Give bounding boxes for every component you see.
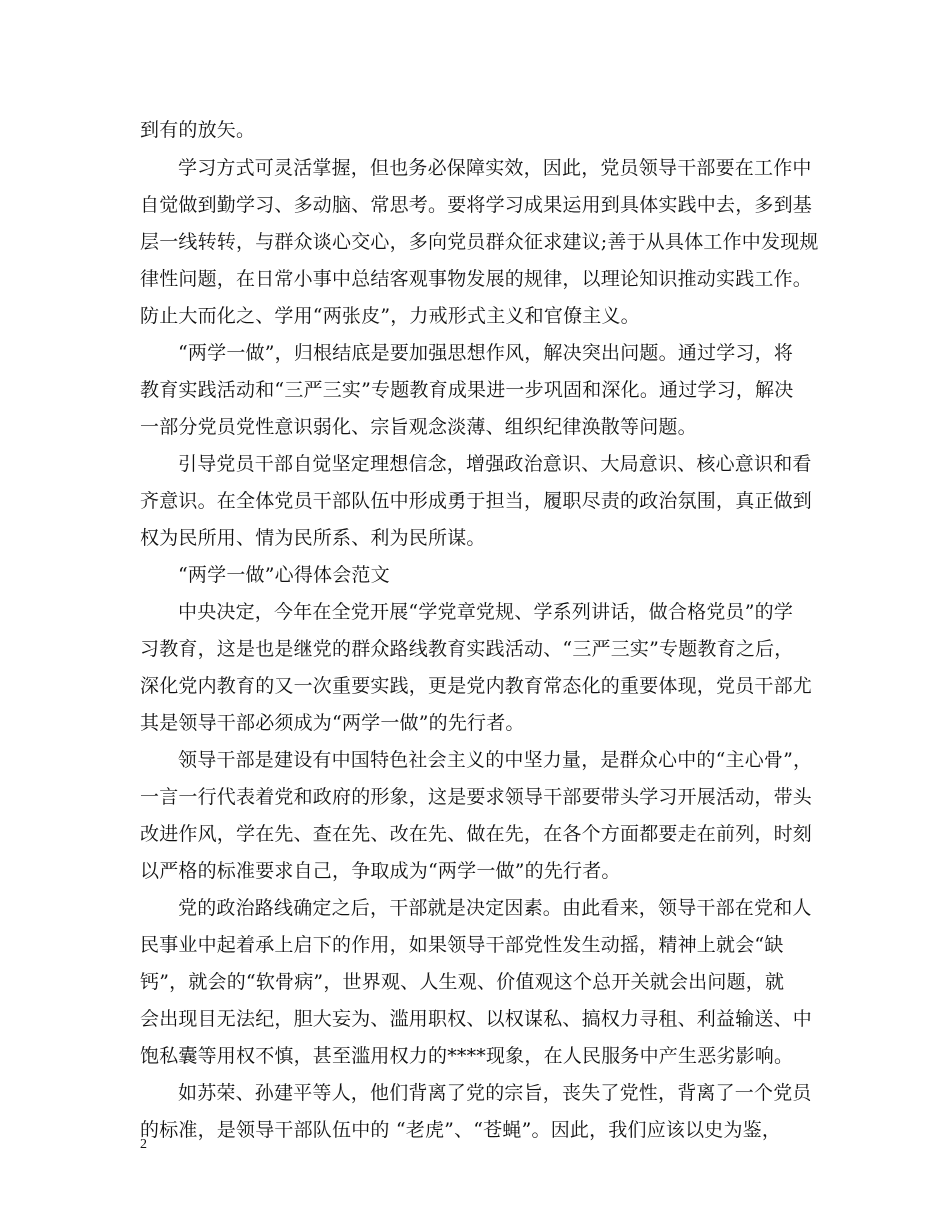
text-line: 饱私囊等用权不慎，甚至滥用权力的****现象，在人民服务中产生恶劣影响。 <box>140 1045 794 1067</box>
text-line: 其是领导干部必须成为“两学一做”的先行者。 <box>140 712 525 734</box>
text-line: 如苏荣、孙建平等人，他们背离了党的宗旨，丧失了党性，背离了一个党员 <box>178 1082 812 1104</box>
text-line: 一部分党员党性意识弱化、宗旨观念淡薄、组织纪律涣散等问题。 <box>140 416 697 438</box>
text-line: 习教育，这是也是继党的群众路线教育实践活动、“三严三实”专题教育之后， <box>140 638 794 660</box>
text-line: 一言一行代表着党和政府的形象，这是要求领导干部要带头学习开展活动，带头 <box>140 786 813 808</box>
text-line: 以严格的标准要求自己，争取成为“两学一做”的先行者。 <box>140 860 621 882</box>
text-line: 律性问题，在日常小事中总结客观事物发展的规律，以理论知识推动实践工作。 <box>140 268 813 290</box>
text-line: 深化党内教育的又一次重要实践，更是党内教育常态化的重要体现，党员干部尤 <box>140 675 813 697</box>
text-line: 的标准，是领导干部队伍中的 “老虎”、“苍蝇”。因此，我们应该以史为鉴， <box>140 1119 782 1141</box>
text-line: 防止大而化之、学用“两张皮”，力戒形式主义和官僚主义。 <box>140 305 640 327</box>
text-line: “两学一做”，归根结底是要加强思想作风，解决突出问题。通过学习，将 <box>178 342 794 364</box>
text-line: 到有的放矢。 <box>140 119 256 141</box>
section-heading: “两学一做”心得体会范文 <box>178 564 390 586</box>
page-number: 2 <box>140 1137 147 1152</box>
text-line: 党的政治路线确定之后，干部就是决定因素。由此看来，领导干部在党和人 <box>178 897 812 919</box>
text-line: 钙”，就会的“软骨病”，世界观、人生观、价值观这个总开关就会出问题，就 <box>140 971 785 993</box>
text-line: 教育实践活动和“三严三实”专题教育成果进一步巩固和深化。通过学习，解决 <box>140 379 794 401</box>
text-line: 会出现目无法纪，胆大妄为、滥用职权、以权谋私、搞权力寻租、利益输送、中 <box>140 1008 813 1030</box>
text-line: 民事业中起着承上启下的作用，如果领导干部党性发生动摇，精神上就会“缺 <box>140 934 784 956</box>
text-line: 中央决定，今年在全党开展“学党章党规、学系列讲话，做合格党员”的学 <box>178 601 794 623</box>
text-line: 学习方式可灵活掌握，但也务必保障实效，因此，党员领导干部要在工作中 <box>178 157 812 179</box>
text-line: 层一线转转，与群众谈心交心，多向党员群众征求建议;善于从具体工作中发现规 <box>140 231 819 253</box>
text-line: 自觉做到勤学习、多动脑、常思考。要将学习成果运用到具体实践中去，多到基 <box>140 194 813 216</box>
text-line: 齐意识。在全体党员干部队伍中形成勇于担当，履职尽责的政治氛围，真正做到 <box>140 490 813 512</box>
text-line: 领导干部是建设有中国特色社会主义的中坚力量，是群众心中的“主心骨”， <box>178 749 813 771</box>
text-line: 引导党员干部自觉坚定理想信念，增强政治意识、大局意识、核心意识和看 <box>178 453 812 475</box>
text-line: 改进作风，学在先、查在先、改在先、做在先，在各个方面都要走在前列，时刻 <box>140 823 813 845</box>
text-line: 权为民所用、情为民所系、利为民所谋。 <box>140 527 486 549</box>
